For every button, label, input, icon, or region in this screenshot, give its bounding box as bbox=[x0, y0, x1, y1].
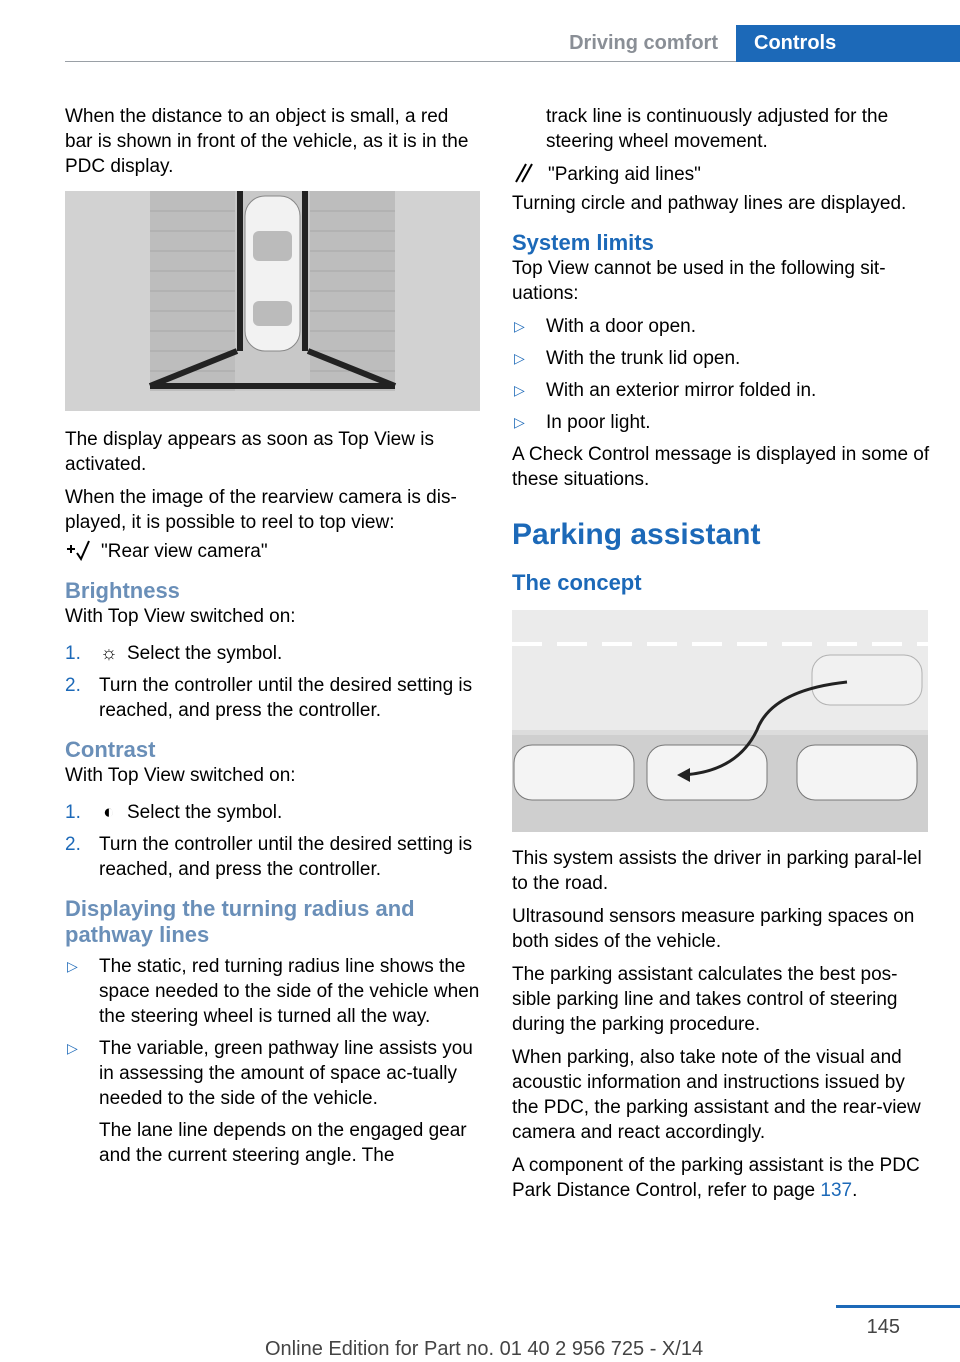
step-text: Select the symbol. bbox=[127, 643, 283, 664]
contrast-heading: Contrast bbox=[65, 737, 156, 762]
step-number: 2. bbox=[65, 834, 81, 855]
parking-aid-description: Turning circle and pathway lines are displayed. bbox=[512, 193, 907, 214]
turning-bullet bbox=[65, 1036, 480, 1111]
brightness-heading: Brightness bbox=[65, 578, 180, 603]
triangle-bullet-icon: ▷ bbox=[67, 958, 78, 974]
brightness-step bbox=[65, 641, 480, 666]
brightness-intro: With Top View switched on: bbox=[65, 606, 296, 627]
step-number: 1. bbox=[65, 643, 81, 664]
step-number: 1. bbox=[65, 802, 81, 823]
system-limits-outro: A Check Control message is displayed in some of these situations. bbox=[512, 444, 930, 490]
bullet-text: In poor light. bbox=[546, 412, 651, 433]
step-text: Select the symbol. bbox=[127, 802, 283, 823]
concept-paragraph-4: When parking, also take note of the visual and acoustic information and instructions issued by the PDC, the parking assistant and the rear‐view camera and react accordingly. bbox=[512, 1047, 921, 1143]
triangle-bullet-icon: ▷ bbox=[514, 318, 525, 334]
header-chapter: Controls bbox=[736, 25, 960, 62]
step-text: Turn the controller until the desired setting is reached, and press the controller. bbox=[99, 834, 473, 880]
continuation-paragraph: track line is continuously adjusted for the steering wheel movement. bbox=[546, 106, 889, 152]
parking-assistant-title: Parking assistant bbox=[512, 518, 761, 551]
system-limits-intro: Top View cannot be used in the following sit‐uations: bbox=[512, 258, 886, 304]
rearview-paragraph: When the image of the rearview camera is dis‐played, it is possible to reel to top view: bbox=[65, 487, 457, 533]
limits-bullet bbox=[512, 378, 932, 403]
contrast-step bbox=[65, 800, 480, 825]
rear-view-camera-line bbox=[65, 539, 480, 564]
parking-assistant-illustration bbox=[512, 610, 928, 832]
bullet-text: The variable, green pathway line assists you in assessing the amount of space ac‐tually needed to the side of the vehicle. bbox=[99, 1038, 473, 1109]
rear-view-camera-icon bbox=[65, 539, 91, 561]
triangle-bullet-icon: ▷ bbox=[514, 414, 525, 430]
brightness-step bbox=[65, 673, 480, 723]
turning-bullet bbox=[65, 954, 480, 1029]
intro-paragraph: When the distance to an object is small, a red bar is shown in front of the vehicle, as it is in the PDC display. bbox=[65, 106, 469, 177]
concept-paragraph-2: Ultrasound sensors measure parking spaces on both sides of the vehicle. bbox=[512, 906, 915, 952]
rear-view-camera-label: "Rear view camera" bbox=[101, 541, 268, 562]
bullet-text: With an exterior mirror folded in. bbox=[546, 380, 817, 401]
page-reference-link[interactable]: 137 bbox=[820, 1180, 853, 1201]
triangle-bullet-icon: ▷ bbox=[514, 350, 525, 366]
contrast-step bbox=[65, 832, 480, 882]
turning-heading: Displaying the turning radius and pathway lines bbox=[65, 896, 415, 947]
footer-rule bbox=[836, 1305, 960, 1308]
limits-bullet bbox=[512, 346, 932, 371]
triangle-bullet-icon: ▷ bbox=[514, 382, 525, 398]
step-text: Turn the controller until the desired setting is reached, and press the controller. bbox=[99, 675, 473, 721]
contrast-icon: ◐ bbox=[103, 802, 115, 823]
reference-text: A component of the parking assistant is the PDC Park Distance Control, refer to page bbox=[512, 1155, 920, 1201]
limits-bullet bbox=[512, 410, 932, 435]
edition-footer: Online Edition for Part no. 01 40 2 956 725 - X/14 bbox=[265, 1338, 704, 1360]
parking-aid-lines-icon bbox=[512, 162, 538, 184]
step-number: 2. bbox=[65, 675, 81, 696]
bullet-text: The static, red turning radius line shows the space needed to the side of the vehicle when the steering wheel is turned all the way. bbox=[99, 956, 480, 1027]
concept-paragraph-5 bbox=[512, 1153, 932, 1203]
parking-aid-line bbox=[512, 162, 932, 187]
triangle-bullet-icon: ▷ bbox=[67, 1040, 78, 1056]
top-view-illustration bbox=[65, 191, 480, 411]
parking-aid-label: "Parking aid lines" bbox=[548, 164, 701, 185]
page-number: 145 bbox=[866, 1316, 900, 1338]
right-column bbox=[512, 104, 932, 1211]
header-rule bbox=[65, 61, 736, 62]
system-limits-heading: System limits bbox=[512, 230, 654, 255]
limits-bullet bbox=[512, 314, 932, 339]
bullet-text: With the trunk lid open. bbox=[546, 348, 741, 369]
left-column bbox=[65, 104, 480, 1168]
sun-icon: ☼ bbox=[100, 643, 118, 664]
turning-sub-paragraph: The lane line depends on the engaged gear and the current steering angle. The bbox=[99, 1120, 467, 1166]
concept-paragraph-3: The parking assistant calculates the best pos‐sible parking line and takes control of steering during the parking procedure. bbox=[512, 964, 898, 1035]
concept-paragraph-1: This system assists the driver in parking paral‐lel to the road. bbox=[512, 848, 922, 894]
header-section: Driving comfort bbox=[569, 32, 718, 54]
contrast-intro: With Top View switched on: bbox=[65, 765, 296, 786]
concept-heading: The concept bbox=[512, 570, 642, 595]
display-appears-paragraph: The display appears as soon as Top View is activated. bbox=[65, 429, 434, 475]
bullet-text: With a door open. bbox=[546, 316, 696, 337]
reference-period: . bbox=[852, 1180, 858, 1201]
